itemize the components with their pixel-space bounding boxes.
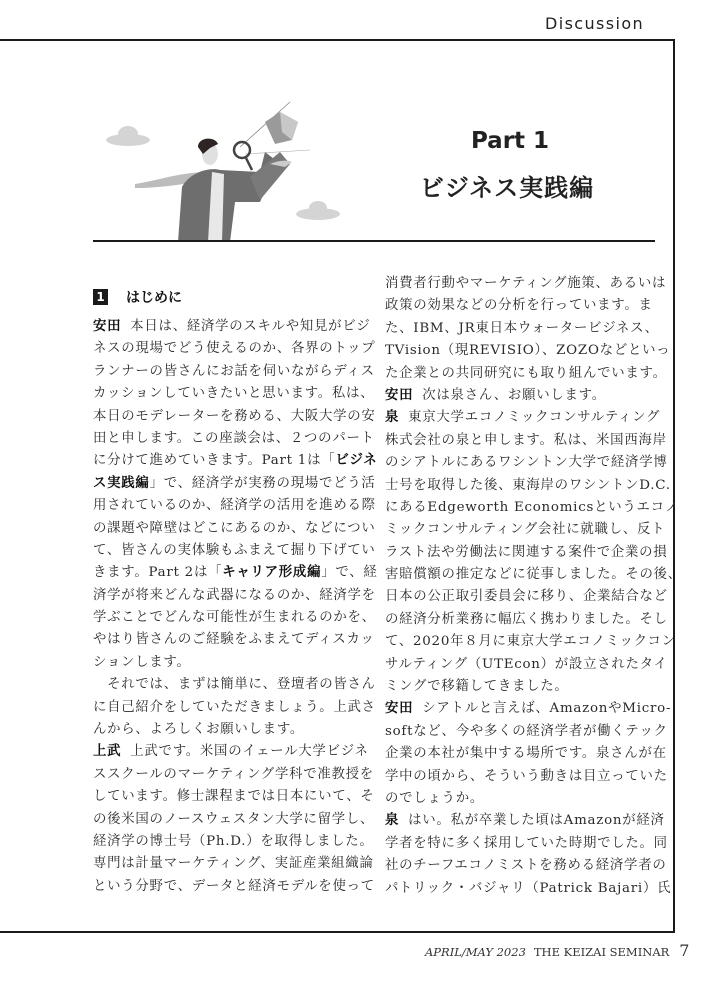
body-text: ススクールのマーケティング学科で准教授を <box>93 766 374 782</box>
body-text: 専門は計量マーケティング、実証産業組織論 <box>93 856 374 872</box>
body-text: 害賠償額の推定などに従事しました。その後、 <box>385 567 682 583</box>
body-text: 上武です。米国のイェール大学ビジネ <box>130 744 369 760</box>
body-text: ミックコンサルティング会社に就職し、反ト <box>385 522 666 538</box>
speaker-name: 安田 <box>93 319 122 334</box>
text-line <box>93 540 376 562</box>
body-text: 学者を特に多く採用していた時期でした。同 <box>385 835 668 851</box>
text-line <box>385 586 668 608</box>
body-text: しています。修士課程までは日本にいて、そ <box>93 789 375 805</box>
text-line <box>93 406 376 428</box>
section-heading-text: はじめに <box>126 290 182 306</box>
text-line <box>385 430 667 452</box>
body-text: 」で、経済学が実務の現場でどう活 <box>149 475 376 491</box>
cloud-icon <box>296 201 340 220</box>
emphasis-text: ス実践編 <box>93 475 150 491</box>
body-text: 田と申します。この座談会は、２つのパート <box>93 430 375 446</box>
text-line <box>385 519 666 541</box>
text-line <box>385 698 672 720</box>
text-line <box>385 385 657 407</box>
body-text: 社のチーフエコノミストを務める経済学者の <box>385 858 667 874</box>
text-line <box>385 631 676 653</box>
text-line <box>385 609 668 631</box>
body-text: 政策の効果などの分析を行っています。ま <box>385 298 653 314</box>
body-text: という分野で、データと経済モデルを使って <box>93 878 375 894</box>
body-text: やはり皆さんのご経験をふまえてディスカッ <box>93 632 375 648</box>
text-line <box>93 831 374 853</box>
text-line <box>385 273 667 295</box>
page-number: 7 <box>679 941 690 960</box>
body-text: た、IBM、JR東日本ウォータービジネス、 <box>385 320 659 336</box>
body-text: 消費者行動やマーケティング施策、あるいは <box>385 276 667 291</box>
body-text: softなど、今や多くの経済学者が働くテック <box>385 723 668 739</box>
text-line <box>93 809 375 831</box>
text-line <box>385 407 661 429</box>
text-line <box>93 786 375 808</box>
body-text: 本日のモデレーターを務める、大阪大学の安 <box>93 408 376 424</box>
body-text: ションします。 <box>93 654 191 670</box>
text-line <box>93 518 376 540</box>
body-text: 企業の本社が集中する場所です。泉さんが在 <box>385 746 667 762</box>
text-line <box>93 741 369 763</box>
speaker-name: 安田 <box>385 701 414 717</box>
part-title: ビジネス実践編 <box>419 174 595 202</box>
text-line <box>385 542 668 564</box>
body-text: 経済学の博士号（Ph.D.）を取得しました。 <box>93 833 374 849</box>
body-text: の経済分析業務に幅広く携わりました。そし <box>385 611 668 627</box>
body-text: ネスの現場でどう使えるのか、各界のトップ <box>93 341 376 357</box>
body-text: 学ぶことでどんな可能性が生まれるのかを、 <box>93 610 376 626</box>
body-text: カッションしていきたいと思います。私は、 <box>93 386 375 402</box>
body-text: 学中の頃から、そういう動きは目立っていた <box>385 768 668 784</box>
text-line <box>385 743 667 765</box>
right-text-column <box>385 273 682 900</box>
section-label: Discussion <box>545 14 645 33</box>
speaker-name: 安田 <box>385 387 414 403</box>
text-line <box>385 654 668 676</box>
body-text: んから、よろしくお願いします。 <box>93 722 305 738</box>
body-text: 士号を取得した後、東海岸のワシントンD.C. <box>385 477 671 493</box>
text-line <box>93 495 376 517</box>
text-line <box>93 697 376 719</box>
body-text: て、皆さんの実体験もふまえて掘り下げてい <box>93 542 376 558</box>
body-text: の後米国のノースウェスタン大学に留学し、 <box>93 811 375 827</box>
text-line <box>93 607 376 629</box>
text-line <box>93 585 376 607</box>
emphasis-text: キャリア形成編 <box>222 565 322 581</box>
text-line <box>385 452 668 474</box>
text-line <box>385 810 665 832</box>
text-line <box>385 475 671 497</box>
body-text: ミングで移籍してきました。 <box>385 679 569 695</box>
body-text: 本日は、経済学のスキルや知見がビジ <box>130 319 371 334</box>
text-line <box>385 855 667 877</box>
body-text: て、2020年８月に東京大学エコノミックコン <box>385 634 676 650</box>
body-text: それでは、まずは簡単に、登壇者の皆さん <box>93 677 376 693</box>
body-text: きます。Part 2は「 <box>93 565 223 581</box>
text-line <box>385 318 657 340</box>
body-text: のシアトルにあるワシントン大学で経済学博 <box>385 455 668 471</box>
businessman-magnifier-illustration <box>100 92 345 242</box>
body-text: の課題や障壁はどこにあるのか、などについ <box>93 520 376 536</box>
body-text: シアトルと言えば、AmazonやMicro- <box>422 701 672 717</box>
text-line <box>93 629 375 651</box>
text-line <box>385 721 668 743</box>
body-text: はい。私が卒業した頃はAmazonが経済 <box>408 813 665 829</box>
text-line <box>93 764 374 786</box>
body-text: サルティング（UTEcon）が設立されたタイ <box>385 656 668 672</box>
body-text: ランナーの皆さんにお話を伺いながらディス <box>93 363 375 379</box>
cloud-icon <box>106 126 150 146</box>
text-line <box>93 719 365 741</box>
body-text: パトリック・バジャリ（Patrick Bajari）氏 <box>385 880 672 896</box>
title-divider <box>93 240 655 242</box>
speaker-name: 泉 <box>385 410 400 426</box>
text-line <box>385 564 682 586</box>
body-text: 」で、経 <box>321 565 378 581</box>
text-line <box>385 676 657 698</box>
text-line <box>93 428 375 450</box>
cube-icon <box>265 112 298 144</box>
speaker-name: 泉 <box>385 813 400 829</box>
body-text: に分けて進めていきます。Part 1は「 <box>93 453 336 469</box>
text-line <box>93 473 376 495</box>
text-line <box>93 316 371 338</box>
text-line <box>93 562 378 584</box>
body-text: 用されているのか、経済学の活用を進める際 <box>93 498 376 514</box>
body-text: ラスト法や労働法に関連する案件で企業の損 <box>385 544 668 560</box>
text-line <box>385 363 667 385</box>
body-text: 株式会社の泉と申します。私は、米国西海岸 <box>385 432 667 448</box>
part-number: Part 1 <box>470 128 550 154</box>
body-text: にあるEdgeworth Economicsというエコノ <box>385 499 679 515</box>
body-text: た企業との共同研究にも取り組んでいます。 <box>385 365 667 381</box>
text-line <box>93 383 375 405</box>
speaker-name: 上武 <box>93 744 122 760</box>
section-heading <box>93 287 182 307</box>
text-line <box>385 497 679 519</box>
text-line <box>385 833 668 855</box>
body-text: 日本の公正取引委員会に移り、企業結合など <box>385 589 668 605</box>
text-line <box>385 788 657 810</box>
text-line <box>93 361 375 383</box>
body-text: のでしょうか。 <box>385 790 484 806</box>
footer-issue: APRIL/MAY 2023 <box>425 945 526 959</box>
text-line <box>385 878 672 900</box>
body-text: 済学が将来どんな武器になるのか、経済学を <box>93 587 376 603</box>
body-text: 次は泉さん、お願いします。 <box>422 387 606 403</box>
left-text-column <box>93 316 378 898</box>
footer-magazine: THE KEIZAI SEMINAR <box>533 945 670 959</box>
text-line <box>93 876 375 898</box>
text-line <box>385 295 657 317</box>
text-line <box>93 652 365 674</box>
text-line <box>93 853 374 875</box>
text-line <box>93 338 376 360</box>
section-number-badge: 1 <box>93 289 108 305</box>
page-footer <box>425 941 689 960</box>
text-line <box>93 450 378 472</box>
body-text: に自己紹介をしていただきましょう。上武さ <box>93 699 376 715</box>
text-line <box>385 340 671 362</box>
text-line <box>93 674 376 696</box>
emphasis-text: ビジネ <box>335 453 378 469</box>
body-text: 東京大学エコノミックコンサルティング <box>408 410 661 426</box>
text-line <box>385 766 668 788</box>
body-text: TVision（現REVISIO）、ZOZOなどといっ <box>385 343 671 359</box>
